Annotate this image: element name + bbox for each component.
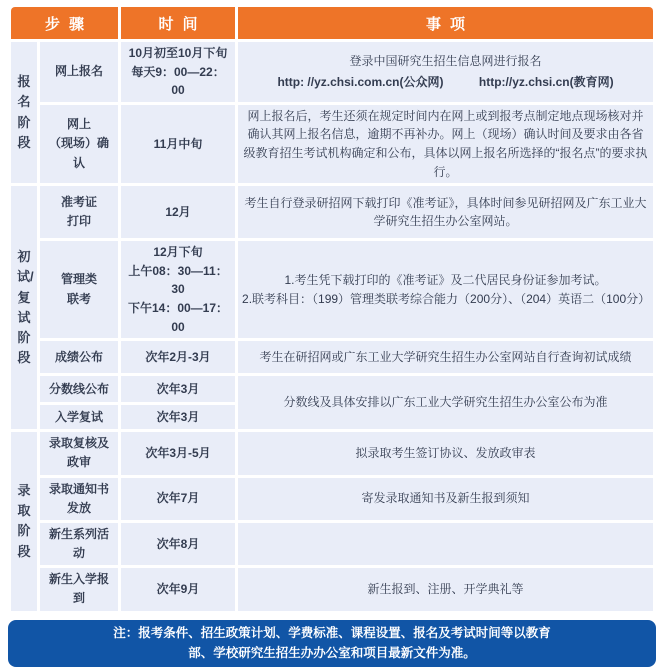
item-cell: 登录中国研究生招生信息网进行报名 http: //yz.chsi.com.cn(公众网) http://yz.chsi.cn(教育网) xyxy=(238,42,653,102)
item-cell-merged: 分数线及具体安排以广东工业大学研究生招生办公室公布为准 xyxy=(238,376,653,429)
schedule-table xyxy=(8,4,656,614)
item-cell xyxy=(238,523,653,565)
edu-site-link[interactable]: http://yz.chsi.cn(教育网) xyxy=(478,75,614,90)
phase-label-application: 报名阶段 xyxy=(11,42,37,183)
step-cell: 录取复核及政审 xyxy=(40,432,118,474)
step-cell: 新生入学报到 xyxy=(40,568,118,610)
time-cell: 11月中旬 xyxy=(121,105,235,183)
step-cell: 入学复试 xyxy=(40,405,118,429)
row-admission-review xyxy=(11,432,653,474)
row-onsite-confirmation xyxy=(11,105,653,183)
item-cell: 考生在研招网或广东工业大学研究生招生办公室网站自行查询初试成绩 xyxy=(238,341,653,373)
phase-label-admission: 录取阶段 xyxy=(11,432,37,611)
note-line-1: 注：报考条件、招生政策计划、学费标准、课程设置、报名及考试时间等以教育 xyxy=(113,625,551,640)
row-freshman-checkin xyxy=(11,568,653,610)
item-cell: 拟录取考生签订协议、发放政审表 xyxy=(238,432,653,474)
time-cell: 12月 xyxy=(121,186,235,238)
note-banner xyxy=(8,620,656,667)
row-cutoff-release xyxy=(11,376,653,402)
row-management-joint-exam xyxy=(11,241,653,338)
time-cell: 次年3月-5月 xyxy=(121,432,235,474)
time-cell: 次年7月 xyxy=(121,478,235,520)
row-online-registration xyxy=(11,42,653,102)
header-time: 时间 xyxy=(121,7,235,39)
time-cell: 次年2月-3月 xyxy=(121,341,235,373)
time-cell: 次年3月 xyxy=(121,405,235,429)
item-cell: 考生自行登录研招网下载打印《准考证》，具体时间参见研招网及广东工业大学研究生招生办公室网站。 xyxy=(238,186,653,238)
row-score-release xyxy=(11,341,653,373)
row-freshman-activities xyxy=(11,523,653,565)
header-item: 事项 xyxy=(238,7,653,39)
time-cell: 次年3月 xyxy=(121,376,235,402)
phase-label-exam: 初试/复试阶段 xyxy=(11,186,37,429)
note-line-2: 部、学校研究生招生办办公室和项目最新文件为准。 xyxy=(188,646,476,661)
time-cell: 次年9月 xyxy=(121,568,235,610)
step-cell: 网上 （现场）确认 xyxy=(40,105,118,183)
step-cell: 成绩公布 xyxy=(40,341,118,373)
header-step: 步骤 xyxy=(11,7,118,39)
item-cell: 新生报到、注册、开学典礼等 xyxy=(238,568,653,610)
step-cell: 准考证 打印 xyxy=(40,186,118,238)
time-cell: 次年8月 xyxy=(121,523,235,565)
row-admission-letter xyxy=(11,478,653,520)
step-cell: 录取通知书发放 xyxy=(40,478,118,520)
step-cell: 新生系列活动 xyxy=(40,523,118,565)
time-cell: 10月初至10月下旬 每天9：00—22：00 xyxy=(121,42,235,102)
step-cell: 分数线公布 xyxy=(40,376,118,402)
row-admission-ticket-print xyxy=(11,186,653,238)
step-cell: 网上报名 xyxy=(40,42,118,102)
item-cell: 1.考生凭下载打印的《准考证》及二代居民身份证参加考试。 2.联考科目：（199）管理类联考综合能力（200分）、（204）英语二（100分） xyxy=(238,241,653,338)
public-site-link[interactable]: http: //yz.chsi.com.cn(公众网) xyxy=(277,75,444,90)
item-cell: 网上报名后，考生还须在规定时间内在网上或到报考点制定地点现场核对并确认其网上报名信息，逾期不再补办。网上（现场）确认时间及要求由各省级教育招生考试机构确定和公布，具体以网上报名所选择的“报名点”的要求执行。 xyxy=(238,105,653,183)
time-cell: 12月下旬 上午08：30—11：30 下午14：00—17：00 xyxy=(121,241,235,338)
step-cell: 管理类 联考 xyxy=(40,241,118,338)
header-row xyxy=(11,7,653,39)
item-cell: 寄发录取通知书及新生报到须知 xyxy=(238,478,653,520)
